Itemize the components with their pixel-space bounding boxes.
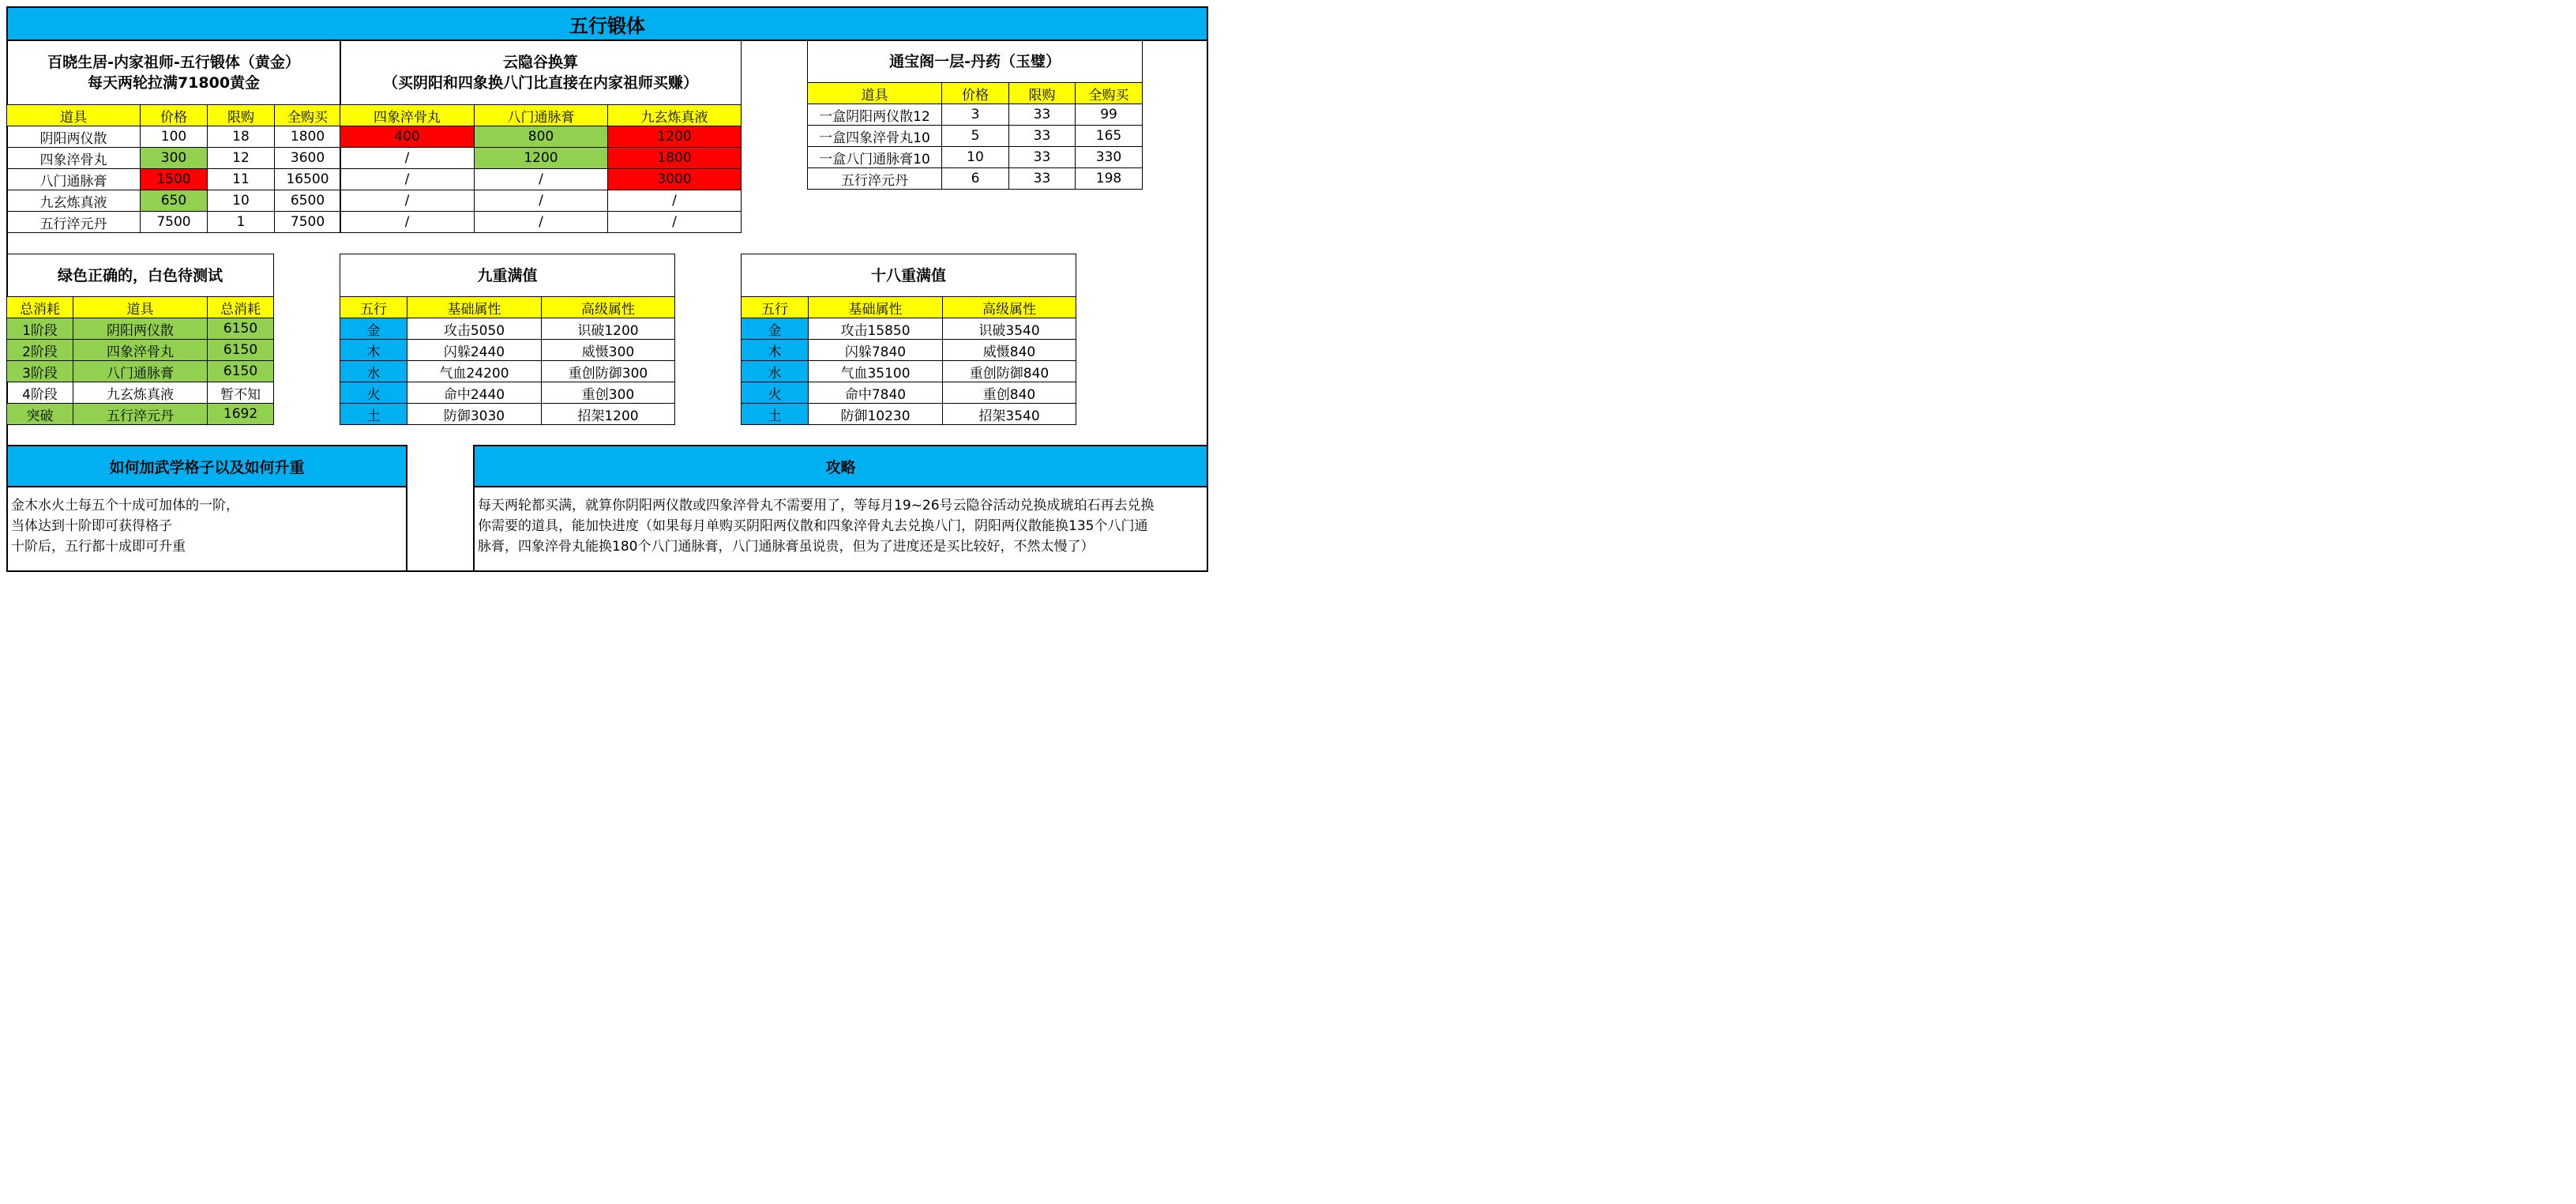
col-header: 五行 (340, 297, 407, 318)
cell: 3000 (608, 169, 742, 190)
cell: 18 (208, 126, 275, 148)
cell: / (608, 190, 742, 212)
cell: 闪躲2440 (407, 340, 542, 361)
table-row (7, 404, 274, 425)
col-header: 九玄炼真液 (608, 105, 742, 126)
col-header: 高级属性 (943, 297, 1076, 318)
cell: 命中7840 (809, 382, 943, 404)
cell: 33 (1009, 168, 1076, 190)
col-header: 限购 (208, 105, 275, 126)
note-line: 十阶后，五行都十成即可升重 (11, 539, 186, 555)
cell: 重创防御300 (542, 361, 675, 382)
cell: 1200 (475, 148, 608, 169)
cell: 八门通脉膏 (73, 361, 208, 382)
table-eighteen-level-title: 十八重满值 (742, 254, 1076, 297)
cell: 木 (742, 340, 809, 361)
cell: 6150 (208, 361, 274, 382)
cell: 重创300 (542, 382, 675, 404)
cell: 300 (141, 148, 208, 169)
table-row (7, 169, 341, 190)
cell: 3600 (275, 148, 341, 169)
cell: 165 (1076, 126, 1143, 147)
cell: 木 (340, 340, 407, 361)
cell: 400 (340, 126, 475, 148)
cell: 阴阳两仪散 (7, 126, 141, 148)
col-header: 高级属性 (542, 297, 675, 318)
table-row (340, 318, 675, 340)
cell: 气血35100 (809, 361, 943, 382)
cell: 一盒四象淬骨丸10 (808, 126, 942, 147)
cell: 800 (475, 126, 608, 148)
table-row (7, 148, 341, 169)
cell: 九玄炼真液 (73, 382, 208, 404)
cell: 九玄炼真液 (7, 190, 141, 212)
cell: 33 (1009, 147, 1076, 168)
table-row (340, 361, 675, 382)
note-line: 你需要的道具，能加快进度（如果每月单购买阴阳两仪散和四象淬骨丸去兑换八门，阴阳两仪散能换135个八门通 (478, 518, 1148, 534)
cell: 招架3540 (943, 404, 1076, 425)
table-row (808, 147, 1143, 168)
cell: 金 (340, 318, 407, 340)
section-strategy-body (473, 486, 1208, 572)
cell: 33 (1009, 104, 1076, 126)
cell: 招架1200 (542, 404, 675, 425)
col-header: 全购买 (275, 105, 341, 126)
col-header: 限购 (1009, 83, 1076, 104)
cell: 6500 (275, 190, 341, 212)
cell: 1800 (275, 126, 341, 148)
cell: 重创840 (943, 382, 1076, 404)
cell: 闪躲7840 (809, 340, 943, 361)
cell: 突破 (7, 404, 73, 425)
cell: 100 (141, 126, 208, 148)
cell: 火 (742, 382, 809, 404)
col-header: 总消耗 (7, 297, 73, 318)
cell: / (340, 148, 475, 169)
cell: 重创防御840 (943, 361, 1076, 382)
table-gold-shop (6, 41, 341, 233)
cell: 3阶段 (7, 361, 73, 382)
table-row (742, 361, 1076, 382)
note-line: 金木水火土每五个十成可加体的一阶， (11, 498, 239, 514)
cell: 五行淬元丹 (7, 212, 141, 233)
cell: 5 (942, 126, 1009, 147)
table-exchange (340, 41, 742, 233)
section-how-to-upgrade-title: 如何加武学格子以及如何升重 (6, 445, 407, 487)
col-header: 基础属性 (809, 297, 943, 318)
col-header: 基础属性 (407, 297, 542, 318)
cell: 威慑300 (542, 340, 675, 361)
cell: 7500 (275, 212, 341, 233)
table-row (340, 404, 675, 425)
table-nine-level (340, 254, 675, 425)
table-row (742, 318, 1076, 340)
cell: 攻击15850 (809, 318, 943, 340)
cell: 四象淬骨丸 (73, 340, 208, 361)
table-nine-level-title: 九重满值 (340, 254, 675, 297)
cell: 暂不知 (208, 382, 274, 404)
cell: 威慑840 (943, 340, 1076, 361)
col-header: 道具 (808, 83, 942, 104)
table-row (808, 126, 1143, 147)
cell: 防御3030 (407, 404, 542, 425)
cell: 五行淬元丹 (808, 168, 942, 190)
cell: 650 (141, 190, 208, 212)
col-header: 四象淬骨丸 (340, 105, 475, 126)
cell: 11 (208, 169, 275, 190)
col-header: 道具 (7, 105, 141, 126)
note-line: 每天两轮都买满，就算你阴阳两仪散或四象淬骨丸不需要用了，等每月19~26号云隐谷活动兑换成琥珀石再去兑换 (478, 498, 1155, 514)
cell: 八门通脉膏 (7, 169, 141, 190)
col-header: 五行 (742, 297, 809, 318)
col-header: 全购买 (1076, 83, 1143, 104)
table-gold-shop-title: 百晓生居-内家祖师-五行锻体（黄金） 每天两轮拉满71800黄金 (7, 41, 341, 105)
cell: 四象淬骨丸 (7, 148, 141, 169)
note-line: 脉膏，四象淬骨丸能换180个八门通脉膏，八门通脉膏虽说贵，但为了进度还是买比较好，不然太慢了） (478, 539, 1095, 555)
cell: 330 (1076, 147, 1143, 168)
table-jade-shop (807, 41, 1143, 190)
table-row (808, 104, 1143, 126)
cell: 阴阳两仪散 (73, 318, 208, 340)
cell: 33 (1009, 126, 1076, 147)
cell: 火 (340, 382, 407, 404)
table-row (7, 382, 274, 404)
cell: 金 (742, 318, 809, 340)
cell: 6 (942, 168, 1009, 190)
cell: 1500 (141, 169, 208, 190)
table-row (7, 190, 341, 212)
cell: 识破1200 (542, 318, 675, 340)
cell: 识破3540 (943, 318, 1076, 340)
cell: 1692 (208, 404, 274, 425)
section-strategy-title: 攻略 (473, 445, 1208, 487)
table-row (7, 340, 274, 361)
cell: 6150 (208, 340, 274, 361)
sheet-title: 五行锻体 (6, 6, 1208, 41)
col-header: 道具 (73, 297, 208, 318)
table-row (742, 340, 1076, 361)
cell: 4阶段 (7, 382, 73, 404)
table-row (7, 361, 274, 382)
cell: 一盒八门通脉膏10 (808, 147, 942, 168)
cell: 6150 (208, 318, 274, 340)
table-exchange-title: 云隐谷换算 （买阴阳和四象换八门比直接在内家祖师买赚） (340, 41, 742, 105)
cell: 2阶段 (7, 340, 73, 361)
table-row (340, 190, 742, 212)
note-line: 当体达到十阶即可获得格子 (11, 518, 172, 534)
cell: / (340, 212, 475, 233)
table-eighteen-level (741, 254, 1076, 425)
cell: 防御10230 (809, 404, 943, 425)
cell: / (340, 169, 475, 190)
cell: 1阶段 (7, 318, 73, 340)
cell: 攻击5050 (407, 318, 542, 340)
cell: / (340, 190, 475, 212)
table-row (340, 169, 742, 190)
cell: 水 (340, 361, 407, 382)
table-row (340, 212, 742, 233)
table-consumption (6, 254, 274, 425)
col-header: 价格 (141, 105, 208, 126)
table-row (340, 382, 675, 404)
col-header: 八门通脉膏 (475, 105, 608, 126)
table-row (340, 126, 742, 148)
table-row (742, 382, 1076, 404)
table-row (340, 148, 742, 169)
col-header: 总消耗 (208, 297, 274, 318)
cell: 12 (208, 148, 275, 169)
cell: 气血24200 (407, 361, 542, 382)
cell: 1200 (608, 126, 742, 148)
table-row (7, 318, 274, 340)
cell: 一盒阴阳两仪散12 (808, 104, 942, 126)
cell: 水 (742, 361, 809, 382)
cell: 3 (942, 104, 1009, 126)
table-row (340, 340, 675, 361)
table-row (808, 168, 1143, 190)
cell: 16500 (275, 169, 341, 190)
table-jade-shop-title: 通宝阁一层-丹药（玉璧） (808, 41, 1143, 83)
section-how-to-upgrade-body (6, 486, 407, 572)
cell: / (475, 212, 608, 233)
cell: 7500 (141, 212, 208, 233)
cell: / (475, 169, 608, 190)
table-row (7, 212, 341, 233)
cell: 土 (742, 404, 809, 425)
cell: 1 (208, 212, 275, 233)
cell: 10 (942, 147, 1009, 168)
cell: 1800 (608, 148, 742, 169)
table-consumption-title: 绿色正确的，白色待测试 (7, 254, 274, 297)
cell: 命中2440 (407, 382, 542, 404)
table-row (742, 404, 1076, 425)
cell: 198 (1076, 168, 1143, 190)
cell: 10 (208, 190, 275, 212)
cell: 五行淬元丹 (73, 404, 208, 425)
cell: / (475, 190, 608, 212)
cell: 土 (340, 404, 407, 425)
table-row (7, 126, 341, 148)
col-header: 价格 (942, 83, 1009, 104)
cell: / (608, 212, 742, 233)
cell: 99 (1076, 104, 1143, 126)
